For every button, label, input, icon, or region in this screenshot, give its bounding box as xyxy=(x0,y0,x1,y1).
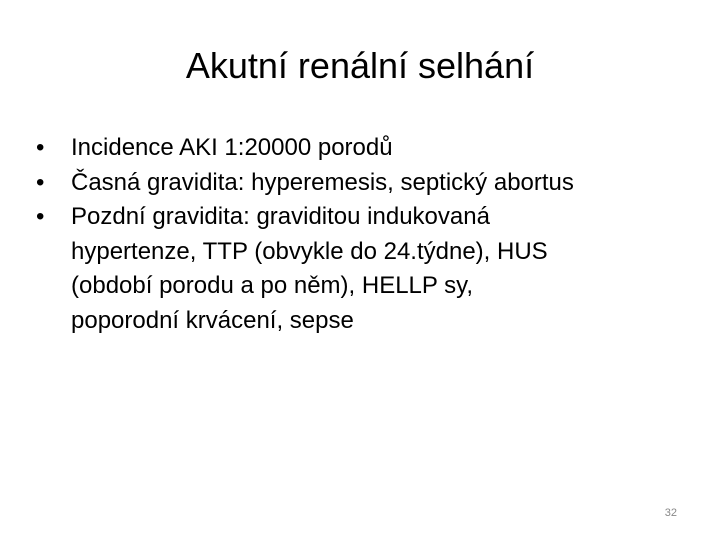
bullet-text: Časná gravidita: hyperemesis, septický abortus xyxy=(71,168,574,196)
bullet-marker: • xyxy=(36,134,45,161)
bullet-marker: • xyxy=(36,168,45,196)
bullet-item xyxy=(36,166,696,201)
bullet-text-line: poporodní krvácení, sepse xyxy=(71,306,354,334)
bullet-item xyxy=(36,131,696,166)
bullet-text-line: Pozdní gravidita: graviditou indukovaná xyxy=(71,203,490,230)
page-number: 32 xyxy=(664,507,677,519)
bullet-text-line: (období porodu a po něm), HELLP sy, xyxy=(71,272,474,299)
bullet-item xyxy=(36,200,696,338)
bullet-marker: • xyxy=(36,203,45,230)
bullet-text-line: hypertenze, TTP (obvykle do 24.týdne), HUS xyxy=(71,237,548,265)
bullet-list xyxy=(36,131,696,338)
bullet-text: Incidence AKI 1:20000 porodů xyxy=(71,134,393,161)
slide-title: Akutní renální selhání xyxy=(185,45,535,86)
